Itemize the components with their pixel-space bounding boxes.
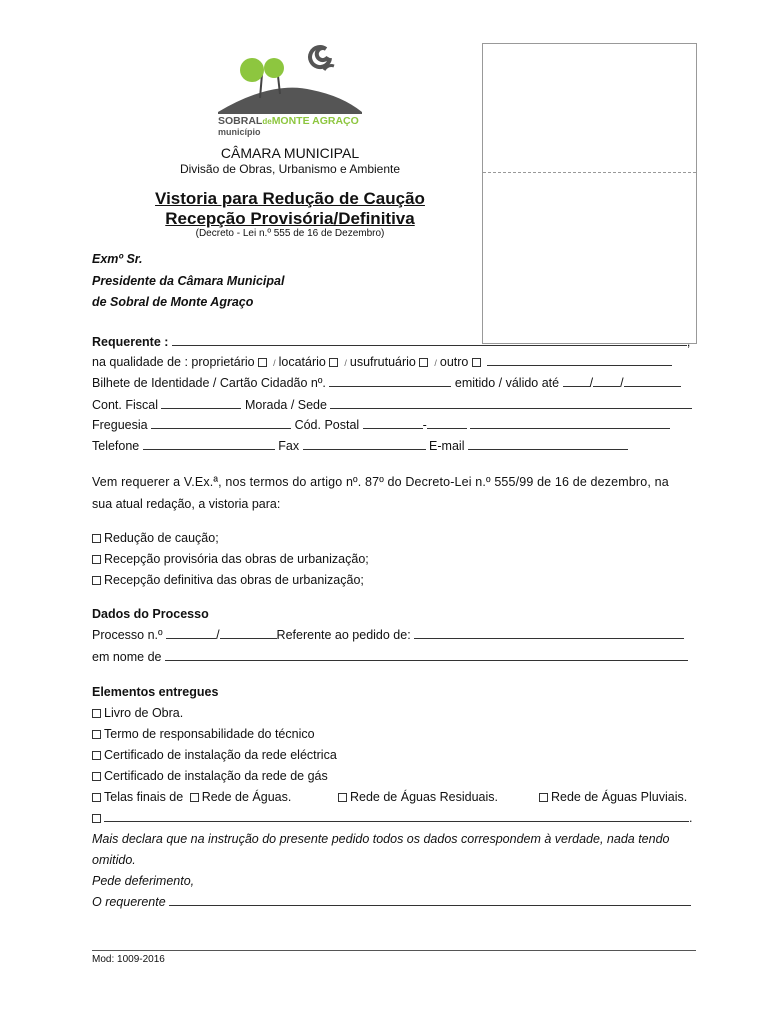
recipient-line-1: Presidente da Câmara Municipal	[92, 274, 285, 288]
localidade-field[interactable]	[470, 417, 670, 429]
process-heading: Dados do Processo	[92, 607, 209, 621]
morada-field[interactable]	[330, 397, 692, 409]
fiscal-field[interactable]	[161, 397, 241, 409]
decree-ref: (Decreto - Lei n.º 555 de 16 de Dezembro)	[195, 228, 385, 239]
referente-label: Referente ao pedido de:	[276, 628, 411, 642]
option-definitiva-checkbox[interactable]	[92, 576, 101, 585]
element-label: Livro de Obra.	[104, 706, 184, 720]
element-item[interactable]	[92, 747, 337, 763]
bi-label: Bilhete de Identidade / Cartão Cidadão nº.	[92, 376, 326, 390]
date-separator: /	[589, 376, 594, 390]
emitido-label: emitido / válido até	[454, 376, 560, 390]
processo-slash: /	[216, 628, 220, 642]
option-provisoria[interactable]	[92, 551, 369, 567]
usufrutuario-label: usufrutuário	[349, 355, 416, 369]
date-month-field[interactable]	[593, 375, 620, 387]
option-reducao-label: Redução de caução;	[104, 531, 219, 545]
other-element-checkbox[interactable]	[92, 814, 101, 823]
logo-wordmark: SOBRALdeMONTE AGRAÇO	[218, 115, 359, 127]
deferimento-text: Pede deferimento,	[92, 874, 195, 888]
email-label: E-mail	[429, 439, 465, 453]
telefone-field[interactable]	[143, 438, 275, 450]
logo-subtitle: município	[218, 127, 261, 137]
proprietario-checkbox[interactable]	[258, 358, 267, 367]
request-text-1: Vem requerer a V.Ex.ª, nos termos do artigo nº. 87º do Decreto-Lei n.º 555/99 de 16 de dezembro, na	[92, 475, 669, 489]
rede-pluviais-checkbox[interactable]	[539, 793, 548, 802]
freguesia-label: Freguesia	[92, 418, 148, 432]
request-text-2: sua atual redação, a vistoria para:	[92, 497, 281, 511]
outro-label: outro	[439, 355, 469, 369]
rede-residuais-label: Rede de Águas Residuais.	[350, 790, 499, 804]
option-provisoria-label: Recepção provisória das obras de urbanização;	[104, 552, 369, 566]
date-year-field[interactable]	[624, 375, 681, 387]
element-label: Termo de responsabilidade do técnico	[104, 727, 315, 741]
element-item[interactable]	[92, 705, 183, 721]
element-termo-checkbox[interactable]	[92, 730, 101, 739]
declaration-line-1: Mais declara que na instrução do presente pedido todos os dados correspondem à verdade, nada tendo	[92, 832, 670, 846]
footer-rule	[92, 950, 696, 951]
fax-label: Fax	[278, 439, 300, 453]
freguesia-row	[92, 417, 670, 433]
cod-postal-field-2[interactable]	[427, 417, 467, 429]
option-definitiva[interactable]	[92, 572, 364, 588]
stamp-box	[482, 43, 697, 344]
rede-pluviais-label: Rede de Águas Pluviais.	[551, 790, 688, 804]
page-title: Vistoria para Redução de Caução	[155, 189, 425, 208]
locatario-checkbox[interactable]	[329, 358, 338, 367]
option-definitiva-label: Recepção definitiva das obras de urbanização;	[104, 573, 364, 587]
fax-field[interactable]	[303, 438, 426, 450]
processo-label: Processo n.º	[92, 628, 163, 642]
process-row	[92, 627, 684, 643]
bi-field[interactable]	[329, 375, 451, 387]
other-element-end: .	[689, 811, 693, 825]
cod-postal-field-1[interactable]	[363, 417, 423, 429]
form-model-code: Mod: 1009-2016	[92, 954, 165, 965]
nome-field[interactable]	[165, 649, 688, 661]
other-element-field[interactable]	[104, 810, 689, 822]
stamp-box-divider	[483, 172, 696, 173]
cod-postal-dash: -	[422, 418, 427, 432]
nome-label: em nome de	[92, 650, 162, 664]
element-item[interactable]	[92, 768, 328, 784]
bi-row	[92, 375, 681, 391]
processo-year-field[interactable]	[220, 627, 277, 639]
cod-postal-label: Cód. Postal	[294, 418, 360, 432]
element-livro-checkbox[interactable]	[92, 709, 101, 718]
requerente-signature-label: O requerente	[92, 895, 166, 909]
requerente-row: Requerente : ,	[92, 335, 691, 349]
option-reducao-checkbox[interactable]	[92, 534, 101, 543]
nome-row	[92, 649, 688, 665]
email-field[interactable]	[468, 438, 628, 450]
other-element-row	[92, 810, 692, 826]
fiscal-label: Cont. Fiscal	[92, 398, 158, 412]
element-item[interactable]	[92, 726, 315, 742]
freguesia-field[interactable]	[151, 417, 291, 429]
telefone-label: Telefone	[92, 439, 140, 453]
telas-row	[92, 789, 696, 805]
page-subtitle: Recepção Provisória/Definitiva	[165, 209, 415, 228]
rede-aguas-checkbox[interactable]	[190, 793, 199, 802]
morada-label: Morada / Sede	[244, 398, 327, 412]
signature-field[interactable]	[169, 894, 691, 906]
telas-label: Telas finais de	[104, 790, 184, 804]
outro-field[interactable]	[487, 354, 672, 366]
outro-checkbox[interactable]	[472, 358, 481, 367]
element-gas-checkbox[interactable]	[92, 772, 101, 781]
requerente-label: Requerente :	[92, 335, 169, 349]
referente-field[interactable]	[414, 627, 684, 639]
requerente-field[interactable]	[172, 334, 687, 346]
division-name: Divisão de Obras, Urbanismo e Ambiente	[179, 162, 401, 176]
contact-row	[92, 438, 628, 454]
quality-label: na qualidade de : proprietário	[92, 355, 255, 369]
rede-residuais-checkbox[interactable]	[338, 793, 347, 802]
fiscal-row	[92, 397, 692, 413]
org-name: CÂMARA MUNICIPAL	[220, 145, 360, 161]
element-label: Certificado de instalação da rede eléctrica	[104, 748, 337, 762]
declaration-line-2: omitido.	[92, 853, 136, 867]
processo-number-field[interactable]	[166, 627, 216, 639]
salutation: Exmº Sr.	[92, 252, 143, 266]
element-electrica-checkbox[interactable]	[92, 751, 101, 760]
usufrutuario-checkbox[interactable]	[419, 358, 428, 367]
option-provisoria-checkbox[interactable]	[92, 555, 101, 564]
date-day-field[interactable]	[563, 375, 590, 387]
date-separator: /	[620, 376, 624, 390]
element-label: Certificado de instalação da rede de gás	[104, 769, 328, 783]
recipient-line-2: de Sobral de Monte Agraço	[92, 295, 254, 309]
option-reducao[interactable]	[92, 530, 219, 546]
telas-checkbox[interactable]	[92, 793, 101, 802]
signature-row	[92, 894, 691, 910]
rede-aguas-label: Rede de Águas.	[201, 790, 292, 804]
quality-row: na qualidade de : proprietário / locatário / usufrutuário / outro	[92, 354, 672, 371]
elements-heading: Elementos entregues	[92, 685, 219, 699]
locatario-label: locatário	[278, 355, 326, 369]
